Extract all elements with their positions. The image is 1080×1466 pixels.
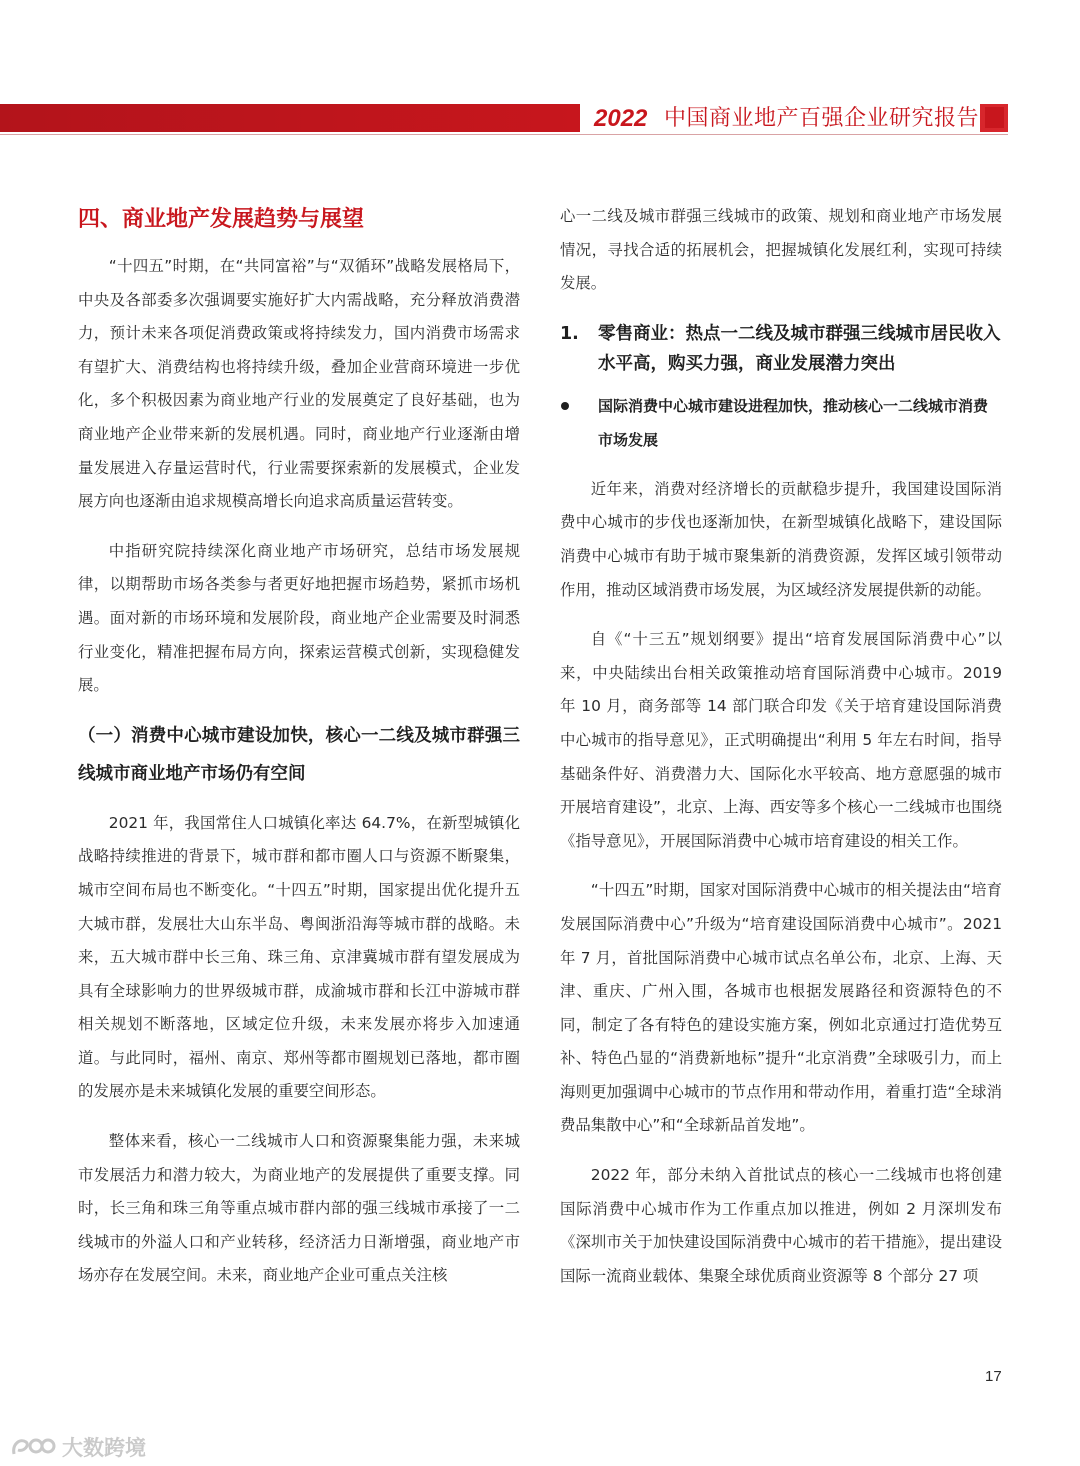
header-rule xyxy=(0,134,1008,135)
heading-number: 1. xyxy=(560,323,579,344)
section-title: 四、商业地产发展趋势与展望 xyxy=(78,207,365,232)
heading-text: 零售商业：热点一二线及城市群强三线城市居民收入水平高，购买力强，商业发展潜力突出 xyxy=(598,323,1001,374)
page-number: 17 xyxy=(985,1368,1002,1385)
header-square-mark xyxy=(985,107,1004,128)
bullet-heading-text: 国际消费中心城市建设进程加快，推动核心一二线城市消费市场发展 xyxy=(598,396,989,449)
paragraph: 2021 年，我国常住人口城镇化率达 64.7%，在新型城镇化战略持续推进的背景下，城市群和都市圈人口与资源不断聚集，城市空间布局也不断变化。“十四五”时期，国家提出优化提升五大城市群，发展壮大山东半岛、粤闽浙沿海等城市群的战略。未来，五大城市群中长三角、珠三角、京津冀城市群有望发展成为具有全球影响力的世界级城市群，成渝城市群和长江中游城市群相关规划不断落地，区域定位升级，未来发展亦将步入加速通道。与此同时，福州、南京、郑州等都市圈规划已落地，都市圈的发展亦是未来城镇化发展的重要空间形态。 xyxy=(78,813,520,1101)
subsection-title: （一）消费中心城市建设加快，核心一二线及城市群强三线城市商业地产市场仍有空间 xyxy=(78,725,520,784)
header-year: 2022 xyxy=(594,105,648,132)
left-column xyxy=(78,200,520,1293)
paragraph: “十四五”时期，在“共同富裕”与“双循环”战略发展格局下，中央及各部委多次强调要实施好扩大内需战略，充分释放消费潜力，预计未来各项促消费政策或将持续发力，国内消费市场需求有望扩大、消费结构也将持续升级，叠加企业营商环境进一步优化，多个积极因素为商业地产行业的发展奠定了良好基础，也为商业地产企业带来新的发展机遇。同时，商业地产行业逐渐由增量发展进入存量运营时代，行业需要探索新的发展模式，企业发展方向也逐渐由追求规模高增长向追求高质量运营转变。 xyxy=(78,257,520,511)
right-column xyxy=(560,200,1002,1293)
paragraph: 自《“十三五”规划纲要》提出“培育发展国际消费中心”以来，中央陆续出台相关政策推动培育国际消费中心城市。2019 年 10 月，商务部等 14 部门联合印发《关于培育建设国际消费中心城市的指导意见》，正式明确提出“利用 5 年左右时间，指导基础条件好、消费潜力大、国际化水平较高、地方意愿强的城市开展培育建设”，北京、上海、西安等多个核心一二线城市也围绕《指导意见》，开展国际消费中心城市培育建设的相关工作。 xyxy=(560,630,1002,850)
watermark xyxy=(10,1432,146,1462)
paragraph: “十四五”时期，国家对国际消费中心城市的相关提法由“培育发展国际消费中心”升级为“培育建设国际消费中心城市”。2021 年 7 月，首批国际消费中心城市试点名单公布，北京、上海、天津、重庆、广州入围，各城市也根据发展路径和资源特色的不同，制定了各有特色的建设实施方案，例如北京通过打造优势互补、特色凸显的“消费新地标”提升“北京消费”全球吸引力，而上海则更加强调中心城市的节点作用和带动作用，着重打造“全球消费品集散中心”和“全球新品首发地”。 xyxy=(560,881,1002,1135)
paragraph: 整体来看，核心一二线城市人口和资源聚集能力强，未来城市发展活力和潜力较大，为商业地产的发展提供了重要支撑。同时，长三角和珠三角等重点城市群内部的强三线城市承接了一二线城市的外溢人口和产业转移，经济活力日渐增强，商业地产市场亦存在发展空间。未来，商业地产企业可重点关注核 xyxy=(78,1132,520,1285)
watermark-text: 大数跨境 xyxy=(62,1436,146,1460)
numbered-heading xyxy=(560,319,1002,379)
bullet-dot-icon xyxy=(560,389,598,457)
paragraph: 近年来，消费对经济增长的贡献稳步提升，我国建设国际消费中心城市的步伐也逐渐加快，在新型城镇化战略下，建设国际消费中心城市有助于城市聚集新的消费资源，发挥区域引领带动作用，推动区域消费市场发展，为区域经济发展提供新的动能。 xyxy=(560,479,1002,599)
bullet-heading xyxy=(560,389,1002,457)
paragraph: 心一二线及城市群强三线城市的政策、规划和商业地产市场发展情况，寻找合适的拓展机会，把握城镇化发展红利，实现可持续发展。 xyxy=(560,207,1002,293)
watermark-logo-icon xyxy=(10,1434,56,1460)
header-title: 中国商业地产百强企业研究报告 xyxy=(664,106,980,131)
paragraph: 2022 年，部分未纳入首批试点的核心一二线城市也将创建国际消费中心城市作为工作重点加以推进，例如 2 月深圳发布《深圳市关于加快建设国际消费中心城市的若干措施》，提出建设国际一流商业载体、集聚全球优质商业资源等 8 个部分 27 项 xyxy=(560,1166,1002,1285)
paragraph: 中指研究院持续深化商业地产市场研究，总结市场发展规律，以期帮助市场各类参与者更好地把握市场趋势，紧抓市场机遇。面对新的市场环境和发展阶段，商业地产企业需要及时洞悉行业变化，精准把握布局方向，探索运营模式创新，实现稳健发展。 xyxy=(78,541,520,695)
